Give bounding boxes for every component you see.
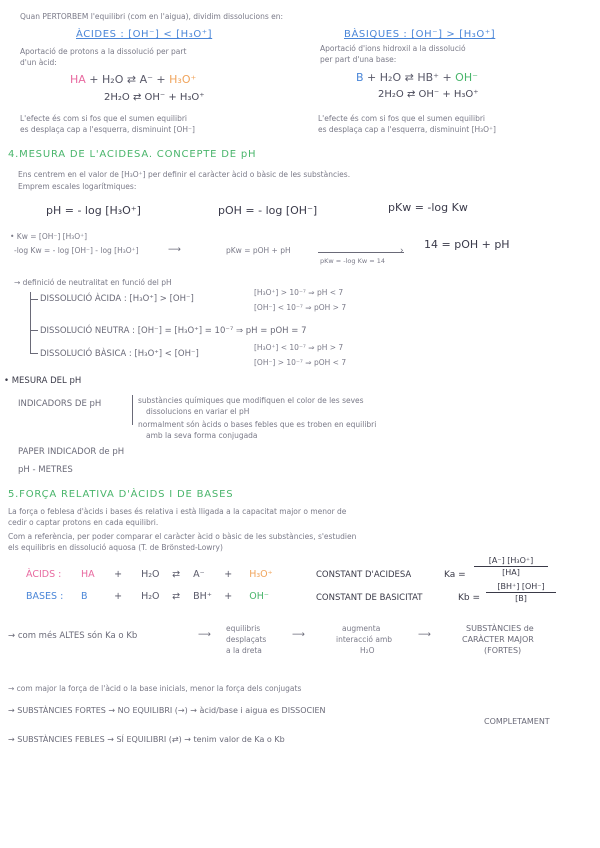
eq-arrow: ⇄ — [126, 73, 137, 86]
ka-denominator: [HA] — [502, 568, 520, 577]
eq-plus: + — [89, 73, 99, 86]
acids-heading: ÀCIDES : [OH⁻] < [H₃O⁺] — [76, 29, 213, 40]
eq-arrow: ⇄ — [172, 591, 181, 602]
eq-plus: + — [224, 591, 233, 602]
ph-meter: pH - METRES — [18, 465, 73, 475]
kw-line-1: • Kw = [OH⁻] [H₃O⁺] — [10, 232, 88, 241]
acids-label: ÀCIDS : — [26, 569, 62, 580]
tree-bracket — [30, 292, 31, 354]
indicators-bracket — [132, 395, 133, 425]
strong-substances-2: COMPLETAMENT — [484, 717, 550, 726]
eq-oh: OH⁻ — [455, 71, 478, 84]
eq-plus: + — [367, 71, 377, 84]
tree-branch — [30, 330, 38, 331]
fraction-bar — [474, 566, 548, 567]
eq-h3o: H₃O⁺ — [169, 73, 197, 86]
neutrality-definition: → definició de neutralitat en funció del pH — [14, 278, 172, 287]
arrow-icon: ⟶ — [168, 245, 181, 255]
section-4-text-1: Ens centrem en el valor de [H₃O⁺] per definir el caràcter àcid o bàsic de les substàncies. — [18, 170, 351, 179]
kw-line-3: pKw = pOH + pH — [226, 246, 291, 255]
section-4-text-2: Emprem escales logarítmiques: — [18, 182, 137, 191]
eq-a: A⁻ — [193, 569, 205, 580]
section-5-text-3: Com a referència, per poder comparar el caràcter àcid o bàsic de les substàncies, s'estudien — [8, 532, 357, 541]
chain-step-3c: H₂O — [360, 646, 375, 655]
chain-step-4b: CARÀCTER MAJOR — [462, 635, 534, 644]
indicators-desc-1a: substàncies químiques que modifiquen el color de les seves — [138, 396, 364, 405]
fraction-bar — [486, 592, 556, 593]
acids-desc-1: Aportació de protons a la dissolució per part — [20, 47, 187, 56]
acids-equilibrium — [26, 569, 273, 580]
chain-step-2a: equilibris — [226, 624, 261, 633]
chain-step-2c: a la dreta — [226, 646, 262, 655]
bases-label: BASES : — [26, 591, 64, 602]
bases-effect-2: es desplaça cap a l'esquerra, disminuint [H₃O⁺] — [318, 125, 496, 134]
ka-numerator: [A⁻] [H₃O⁺] — [488, 556, 534, 565]
arrow-line — [318, 252, 404, 253]
eq-ha: HA — [70, 73, 86, 86]
eq-h2o: H₂O — [141, 569, 160, 580]
section-5-text-1: La força o feblesa d'àcids i bases és relativa i està lligada a la capacitat major o menor de — [8, 507, 347, 516]
bases-equation — [356, 71, 478, 84]
poh-formula: pOH = - log [OH⁻] — [218, 204, 318, 217]
bases-water-eq: 2H₂O ⇄ OH⁻ + H₃O⁺ — [378, 89, 479, 100]
eq-h2o: H₂O — [379, 71, 402, 84]
ph-formula: pH = - log [H₃O⁺] — [46, 204, 141, 217]
eq-plus: + — [442, 71, 452, 84]
section-4-title: 4.MESURA DE L'ACIDESA. CONCEPTE DE pH — [8, 149, 257, 160]
arrow-icon: › — [400, 246, 404, 256]
eq-plus: + — [156, 73, 166, 86]
strength-relation: → com major la força de l'àcid o la base inicials, menor la força dels conjugats — [8, 684, 302, 693]
arrow-icon: ⟶ — [198, 630, 211, 640]
kw-line-5: 14 = pOH + pH — [424, 238, 510, 251]
eq-ha: HA — [81, 569, 95, 580]
eq-arrow: ⇄ — [404, 71, 414, 84]
basic-condition-2: [OH⁻] > 10⁻⁷ ⇒ pOH < 7 — [254, 358, 347, 367]
eq-oh: OH⁻ — [249, 591, 269, 602]
indicators-desc-2b: amb la seva forma conjugada — [146, 431, 258, 440]
kb-fraction — [486, 582, 556, 603]
indicators-desc-2a: normalment són àcids o bases febles que es troben en equilibri — [138, 420, 377, 429]
eq-plus: + — [114, 591, 123, 602]
acid-solution-label: DISSOLUCIÓ ÀCIDA : [H₃O⁺] > [OH⁻] — [40, 294, 194, 304]
eq-hb: HB⁺ — [417, 71, 439, 84]
kw-line-2: -log Kw = - log [OH⁻] - log [H₃O⁺] — [14, 246, 139, 255]
acid-condition-2: [OH⁻] < 10⁻⁷ ⇒ pOH > 7 — [254, 303, 347, 312]
paper-indicator: PAPER INDICADOR de pH — [18, 447, 125, 457]
basic-solution-label: DISSOLUCIÓ BÀSICA : [H₃O⁺] < [OH⁻] — [40, 349, 199, 359]
neutral-solution: DISSOLUCIÓ NEUTRA : [OH⁻] = [H₃O⁺] = 10⁻⁷ ⇒ pH = pOH = 7 — [40, 326, 307, 336]
ka-symbol: Ka = — [444, 570, 466, 580]
kb-denominator: [B] — [515, 594, 527, 603]
measure-ph-title: • MESURA DEL pH — [4, 376, 82, 386]
tree-branch — [30, 353, 38, 354]
eq-b: B — [356, 71, 364, 84]
eq-h2o: H₂O — [141, 591, 160, 602]
ka-label: CONSTANT D'ACIDESA — [316, 570, 412, 580]
section-5-title: 5.FORÇA RELATIVA D'ÀCIDS I DE BASES — [8, 489, 234, 500]
bases-effect-1: L'efecte és com si fos que el sumen equilibri — [318, 114, 485, 123]
basic-condition-1: [H₃O⁺] < 10⁻⁷ ⇒ pH > 7 — [254, 343, 344, 352]
strong-substances: → SUBSTÀNCIES FORTES → NO EQUILIBRI (→) → àcid/base i aigua es DISSOCIEN — [8, 706, 326, 715]
chain-step-4a: SUBSTÀNCIES de — [466, 624, 534, 633]
intro-line: Quan PERTORBEM l'equilibri (com en l'aigua), dividim dissolucions en: — [20, 12, 284, 21]
chain-step-4c: (FORTES) — [484, 646, 522, 655]
acids-equation — [70, 73, 196, 86]
eq-plus: + — [224, 569, 233, 580]
chain-step-2b: desplaçats — [226, 635, 267, 644]
bases-desc-1: Aportació d'ions hidroxil a la dissolució — [320, 44, 466, 53]
acid-condition-1: [H₃O⁺] > 10⁻⁷ ⇒ pH < 7 — [254, 288, 344, 297]
arrow-icon: ⟶ — [418, 630, 431, 640]
eq-plus: + — [114, 569, 123, 580]
eq-a: A⁻ — [139, 73, 153, 86]
kb-label: CONSTANT DE BASICITAT — [316, 593, 423, 603]
kb-numerator: [BH⁺] [OH⁻] — [497, 582, 545, 591]
acids-effect-2: es desplaça cap a l'esquerra, disminuint [OH⁻] — [20, 125, 195, 134]
kw-line-4: pKw = -log Kw = 14 — [320, 257, 386, 265]
eq-arrow: ⇄ — [172, 569, 181, 580]
weak-substances: → SUBSTÀNCIES FEBLES → SÍ EQUILIBRI (⇄) → tenim valor de Ka o Kb — [8, 735, 285, 744]
acids-effect-1: L'efecte és com si fos que el sumen equilibri — [20, 114, 187, 123]
chain-start: → com més ALTES són Ka o Kb — [8, 631, 138, 641]
pkw-formula: pKw = -log Kw — [388, 201, 468, 214]
bases-equilibrium — [26, 591, 269, 602]
indicators-desc-1b: dissolucions en variar el pH — [146, 407, 250, 416]
acids-water-eq: 2H₂O ⇄ OH⁻ + H₃O⁺ — [104, 92, 205, 103]
eq-bh: BH⁺ — [193, 591, 212, 602]
ka-fraction — [474, 556, 548, 577]
eq-h2o: H₂O — [102, 73, 124, 86]
tree-branch — [30, 299, 38, 300]
chain-step-3b: interacció amb — [336, 635, 393, 644]
eq-b: B — [81, 591, 88, 602]
indicators-label: INDICADORS DE pH — [18, 399, 102, 409]
acids-desc-2: d'un àcid: — [20, 58, 57, 67]
eq-h3o: H₃O⁺ — [249, 569, 273, 580]
kb-symbol: Kb = — [458, 593, 481, 603]
section-5-text-2: cedir o captar protons en cada equilibri. — [8, 518, 159, 527]
section-5-text-4: els equilibris en dissolució aquosa (T. de Brönsted-Lowry) — [8, 543, 223, 552]
arrow-icon: ⟶ — [292, 630, 305, 640]
chain-step-3a: augmenta — [342, 624, 381, 633]
bases-desc-2: per part d'una base: — [320, 55, 397, 64]
bases-heading: BÀSIQUES : [OH⁻] > [H₃O⁺] — [344, 29, 496, 40]
